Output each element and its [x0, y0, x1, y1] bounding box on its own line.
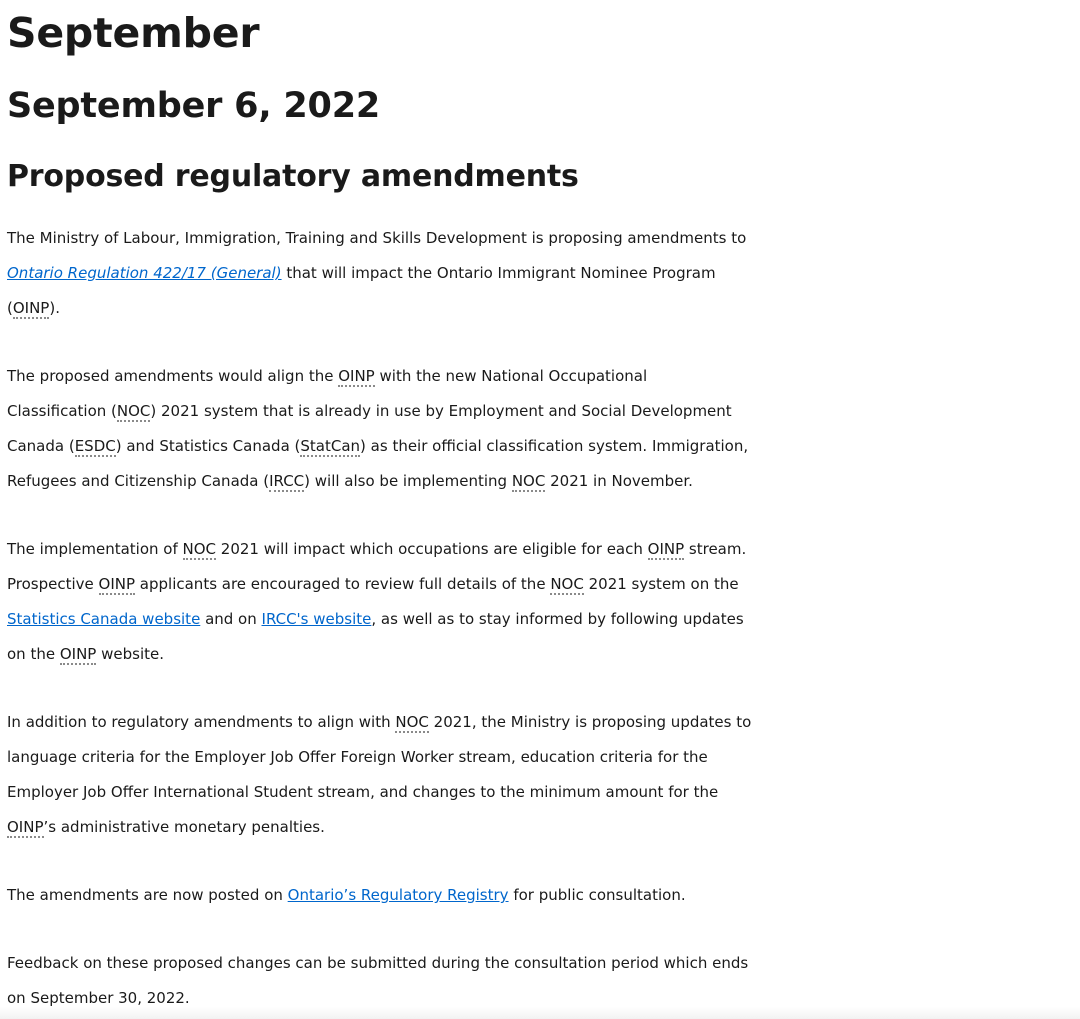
- statistics-canada-link[interactable]: Statistics Canada website: [7, 610, 201, 628]
- date-heading: September 6, 2022: [7, 86, 381, 126]
- paragraph-text: on September 30, 2022.: [7, 989, 190, 1007]
- paragraph-text: 2021 will impact which occupations are eligible for each: [216, 540, 648, 558]
- paragraph-intro: [7, 221, 1080, 326]
- paragraph-text: ) and Statistics Canada (: [115, 437, 301, 455]
- paragraph-text: for public consultation.: [508, 886, 686, 904]
- paragraph-text: language criteria for the Employer Job Offer Foreign Worker stream, education criteria for the: [7, 748, 708, 766]
- abbr-oinp[interactable]: OINP: [338, 367, 375, 385]
- paragraph-text: ) 2021 system that is already in use by Employment and Social Development: [150, 402, 732, 420]
- paragraph-registry: [7, 878, 1080, 913]
- ircc-website-link[interactable]: IRCC's website: [261, 610, 372, 628]
- paragraph-text: with the new National Occupational: [374, 367, 648, 385]
- abbr-noc[interactable]: NOC: [550, 575, 584, 593]
- section-heading: Proposed regulatory amendments: [7, 159, 579, 194]
- paragraph-text: and on: [200, 610, 262, 628]
- paragraph-text: ) will also be implementing: [304, 472, 512, 490]
- abbr-oinp[interactable]: OINP: [647, 540, 685, 558]
- abbr-noc[interactable]: NOC: [511, 472, 546, 490]
- paragraph-text: ).: [49, 299, 60, 317]
- abbr-oinp[interactable]: OINP: [12, 299, 50, 317]
- paragraph-text: (: [7, 299, 13, 317]
- regulation-link[interactable]: Ontario Regulation 422/17 (General): [7, 264, 282, 282]
- month-heading: September: [7, 9, 260, 57]
- paragraph-text: that will impact the Ontario Immigrant Nominee Program: [281, 264, 716, 282]
- paragraph-implementation: [7, 532, 1080, 672]
- paragraph-text: 2021, the Ministry is proposing updates to: [428, 713, 752, 731]
- paragraph-text: Refugees and Citizenship Canada (: [7, 472, 270, 490]
- bottom-fade: [0, 1007, 1080, 1019]
- abbr-esdc[interactable]: ESDC: [74, 437, 116, 455]
- abbr-noc[interactable]: NOC: [116, 402, 151, 420]
- abbr-oinp[interactable]: OINP: [98, 575, 136, 593]
- paragraph-text: stream.: [684, 540, 747, 558]
- paragraph-text: 2021 system on the: [583, 575, 739, 593]
- paragraph-text: website.: [96, 645, 164, 663]
- paragraph-text: on the: [7, 645, 60, 663]
- paragraph-text: ) as their official classification system. Immigration,: [360, 437, 749, 455]
- paragraph-additional-updates: [7, 705, 1080, 845]
- paragraph-text: , as well as to stay informed by following updates: [371, 610, 744, 628]
- paragraph-text: Feedback on these proposed changes can be submitted during the consultation period which ends: [7, 954, 749, 972]
- paragraph-text: Employer Job Offer International Student stream, and changes to the minimum amount for the: [7, 783, 719, 801]
- abbr-oinp[interactable]: OINP: [59, 645, 97, 663]
- paragraph-text: ’s administrative monetary penalties.: [43, 818, 325, 836]
- paragraph-feedback: [7, 946, 1080, 1016]
- paragraph-text: 2021 in November.: [545, 472, 693, 490]
- paragraph-text: In addition to regulatory amendments to align with: [7, 713, 396, 731]
- paragraph-text: The amendments are now posted on: [7, 886, 288, 904]
- paragraph-noc-alignment: [7, 359, 1080, 499]
- paragraph-text: Prospective: [7, 575, 99, 593]
- abbr-noc[interactable]: NOC: [395, 713, 429, 731]
- abbr-oinp[interactable]: OINP: [7, 818, 44, 836]
- paragraph-text: Canada (: [7, 437, 75, 455]
- paragraph-text: The implementation of: [7, 540, 183, 558]
- abbr-statcan[interactable]: StatCan: [300, 437, 361, 455]
- paragraph-text: Classification (: [7, 402, 117, 420]
- paragraph-text: applicants are encouraged to review full details of the: [135, 575, 551, 593]
- paragraph-text: The proposed amendments would align the: [7, 367, 339, 385]
- abbr-ircc[interactable]: IRCC: [269, 472, 305, 490]
- paragraph-text: The Ministry of Labour, Immigration, Training and Skills Development is proposing amendments to: [7, 229, 747, 247]
- abbr-noc[interactable]: NOC: [182, 540, 217, 558]
- regulatory-registry-link[interactable]: Ontario’s Regulatory Registry: [287, 886, 509, 904]
